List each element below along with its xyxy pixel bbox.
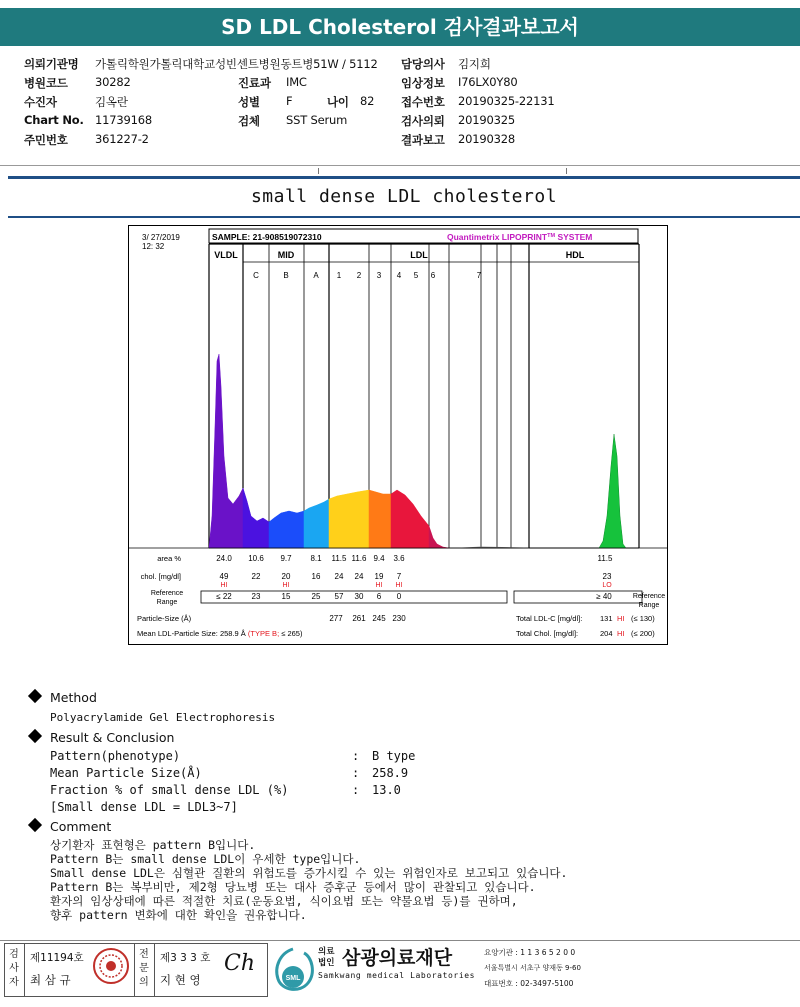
comment-heading: Comment xyxy=(50,819,112,834)
hospital-code: 30282 xyxy=(95,75,131,89)
org-contact: 서울특별시 서초구 양재동 9-60 xyxy=(484,964,581,972)
tester-tag: 검 사 자 xyxy=(9,949,19,988)
band-label: 7 xyxy=(476,271,482,280)
band-label: 2 xyxy=(356,271,362,280)
info-label: 진료과 xyxy=(238,76,271,90)
result-note: [Small dense LDL = LDL3~7] xyxy=(50,800,238,814)
row-label-ref-right: Reference xyxy=(632,593,666,600)
sample-id: SAMPLE: 21-908519072310 xyxy=(212,232,322,242)
lipoprint-chart xyxy=(129,226,667,644)
divider xyxy=(154,943,155,997)
ref-value: 23 xyxy=(251,592,261,601)
total-chol-ref: (≤ 200) xyxy=(631,629,655,638)
org-contact: 대표번호 : 02-3497-5100 xyxy=(484,979,574,988)
fraction-value: 13.0 xyxy=(372,783,401,797)
divider xyxy=(134,943,135,997)
vldl-label: VLDL xyxy=(214,250,238,260)
info-label: 임상정보 xyxy=(401,76,445,90)
chol-value: 24 xyxy=(354,572,364,581)
particle-size-label: Particle-Size (Å) xyxy=(137,614,192,623)
comment-line: Pattern B는 small dense LDL이 우세한 type입니다. xyxy=(50,852,361,866)
info-label: Chart No. xyxy=(24,113,84,127)
chol-value: 22 xyxy=(251,572,261,581)
report-title: SD LDL Cholesterol 검사결과보고서 xyxy=(0,8,800,46)
org-type: 의료 법인 xyxy=(318,947,335,968)
ref-value: 0 xyxy=(396,592,402,601)
result-heading-row xyxy=(28,730,174,745)
ref-value: 57 xyxy=(334,592,344,601)
area-value: 9.7 xyxy=(280,554,292,563)
band-label: 4 xyxy=(396,271,402,280)
total-ldl-value: 131 xyxy=(600,614,613,623)
resident-no: 361227-2 xyxy=(95,132,149,146)
mean-size-value: 258.9 xyxy=(372,766,409,780)
area-hdl: 11.5 xyxy=(597,554,613,563)
chol-value: 24 xyxy=(334,572,344,581)
band-label: C xyxy=(253,271,259,280)
info-label: 결과보고 xyxy=(401,133,445,147)
comment-line: Pattern B는 복부비만, 제2형 당뇨병 또는 대사 증후군 등에서 많이 관찰되고 있습니다. xyxy=(50,880,536,894)
patient-info xyxy=(0,46,800,166)
chol-value: 20 xyxy=(281,572,291,581)
row-label-chol: chol. [mg/dl] xyxy=(140,572,181,581)
brand-tm: TM xyxy=(547,233,556,239)
divider-tick xyxy=(318,168,319,174)
peak-4 xyxy=(391,490,429,548)
mean-size: Mean LDL-Particle Size: 258.9 Å (TYPE B; ≤ 265) xyxy=(137,629,303,638)
result-heading: Result & Conclusion xyxy=(50,730,175,745)
total-chol-value: 204 xyxy=(600,629,613,638)
chart-no: 11739168 xyxy=(95,113,152,127)
band-label: B xyxy=(283,271,289,280)
peak-C xyxy=(209,354,243,548)
total-chol-label: Total Chol. [mg/dl]: xyxy=(516,629,579,638)
comment-line: 향후 pattern 변화에 대한 확인을 권유합니다. xyxy=(50,908,307,922)
ref-value: 25 xyxy=(311,592,321,601)
total-ldl-flag: HI xyxy=(617,614,625,623)
colon: : xyxy=(352,766,360,780)
area-value: 24.0 xyxy=(216,554,232,563)
receipt-no: 20190325-22131 xyxy=(458,94,555,108)
electrophoresis-plot xyxy=(129,244,667,638)
info-label: 담당의사 xyxy=(401,57,445,71)
info-label: 검체 xyxy=(238,114,260,128)
chol-flag: HI xyxy=(220,582,228,589)
report-date: 20190328 xyxy=(458,132,515,146)
ref-value: 6 xyxy=(376,592,382,601)
total-chol-flag: HI xyxy=(617,629,625,638)
divider xyxy=(24,943,25,997)
colon: : xyxy=(352,783,360,797)
particle-size-value: 277 xyxy=(329,614,343,623)
area-value: 11.5 xyxy=(331,554,347,563)
ldl-label: LDL xyxy=(410,250,428,260)
comment-line: 상기환자 표현형은 pattern B입니다. xyxy=(50,838,256,852)
sex: F xyxy=(286,94,293,108)
department: IMC xyxy=(286,75,307,89)
brand xyxy=(447,232,592,242)
info-label: 성별 xyxy=(238,95,260,109)
tester-license: 제11194호 xyxy=(30,952,84,964)
band-label: A xyxy=(313,271,319,280)
info-label: 의뢰기관명 xyxy=(24,57,79,71)
info-row xyxy=(24,113,84,127)
chol-flag: HI xyxy=(375,582,383,589)
divider xyxy=(0,165,800,166)
figure-time: 12: 32 xyxy=(142,242,165,251)
chol-value: 19 xyxy=(374,572,384,581)
particle-size-value: 245 xyxy=(372,614,386,623)
total-ldl-ref: (≤ 130) xyxy=(631,614,655,623)
request-date: 20190325 xyxy=(458,113,515,127)
band-label: 1 xyxy=(336,271,342,280)
doctor: 김지희 xyxy=(458,57,491,71)
bullet-icon xyxy=(28,689,42,703)
specimen: SST Serum xyxy=(286,113,348,127)
result-key: Pattern(phenotype) xyxy=(50,749,181,763)
peak-hdl xyxy=(599,434,626,548)
ref-hdl: ≥ 40 xyxy=(596,592,612,601)
row-label-ref-right: Range xyxy=(638,602,660,609)
method-heading: Method xyxy=(50,690,97,705)
row-label-area: area % xyxy=(157,554,181,563)
peak-A xyxy=(269,511,304,548)
info-label: 나이 xyxy=(327,95,349,109)
comment-heading-row xyxy=(28,819,111,834)
org-contact: 요양기관 : 1 1 3 6 5 2 0 0 xyxy=(484,948,576,957)
clinical-info: I76LX0Y80 xyxy=(458,75,518,89)
tester-name: 최 삼 규 xyxy=(30,973,71,987)
chol-flag: HI xyxy=(282,582,290,589)
row-label-ref: Reference xyxy=(150,590,184,597)
peak-2 xyxy=(329,490,369,548)
row-label-ref: Range xyxy=(156,599,178,606)
band-label: 5 xyxy=(413,271,419,280)
sml-logo-icon xyxy=(270,947,316,993)
info-row xyxy=(24,132,68,148)
pattern-value: B type xyxy=(372,749,416,763)
footer xyxy=(0,940,800,1000)
colon: : xyxy=(352,749,360,763)
seal-icon xyxy=(92,947,130,985)
specialist-license: 제3 3 3 호 xyxy=(160,952,211,964)
bullet-icon xyxy=(28,818,42,832)
ref-value: 15 xyxy=(281,592,291,601)
hospital-name: 가톨릭학원가톨릭대학교성빈센트병원 xyxy=(95,57,281,71)
info-row xyxy=(24,75,68,91)
ref-value: ≤ 22 xyxy=(216,592,232,601)
chol-hdl-flag: LO xyxy=(602,582,612,589)
section-title: small dense LDL cholesterol xyxy=(8,176,800,218)
brand-name: Quantimetrix LIPOPRINT xyxy=(447,232,548,242)
band-label: 3 xyxy=(376,271,382,280)
peak-3 xyxy=(369,490,391,548)
brand-system: SYSTEM xyxy=(555,232,593,242)
area-value: 3.6 xyxy=(393,554,405,563)
info-label: 검사의뢰 xyxy=(401,114,445,128)
info-label: 병원코드 xyxy=(24,76,68,90)
ref-box-hdl xyxy=(514,591,642,603)
chol-hdl: 23 xyxy=(602,572,612,581)
logo-text: SML xyxy=(285,975,301,982)
chol-value: 7 xyxy=(396,572,402,581)
result-key: Mean Particle Size(Å) xyxy=(50,766,202,780)
comment-line: Small dense LDL은 심혈관 질환의 위험도를 증가시킬 수 있는 위험인자로 보고되고 있습니다. xyxy=(50,866,568,880)
peak-1 xyxy=(304,499,329,548)
divider-tick xyxy=(566,168,567,174)
area-value: 11.6 xyxy=(351,554,367,563)
chol-value: 49 xyxy=(219,572,229,581)
lipoprint-figure xyxy=(128,225,668,645)
age: 82 xyxy=(360,94,375,108)
particle-size-value: 261 xyxy=(352,614,366,623)
total-ldl-label: Total LDL-C [mg/dl]: xyxy=(516,614,583,623)
info-label: 접수번호 xyxy=(401,95,445,109)
comment-line: 환자의 임상상태에 따른 적절한 치료(운동요법, 식이요법 또는 약물요법 등)를 권하며, xyxy=(50,894,518,908)
ref-value: 30 xyxy=(354,592,364,601)
peak-B xyxy=(243,488,269,548)
info-row xyxy=(24,56,79,72)
signature: Ch xyxy=(224,951,256,976)
figure-date: 3/ 27/2019 xyxy=(142,233,180,242)
chol-value: 16 xyxy=(311,572,321,581)
ward: 동트병51W / 5112 xyxy=(280,57,378,71)
hdl-label: HDL xyxy=(565,250,585,260)
bullet-icon xyxy=(28,729,42,743)
mid-label: MID xyxy=(277,250,295,260)
result-key: Fraction % of small dense LDL (%) xyxy=(50,783,289,797)
org-english: Samkwang medical Laboratories xyxy=(318,971,476,980)
specialist-tag: 전 문 의 xyxy=(139,949,149,988)
chol-flag: HI xyxy=(395,582,403,589)
info-label: 주민번호 xyxy=(24,133,68,147)
org-name: 삼광의료재단 xyxy=(342,947,453,969)
method-text: Polyacrylamide Gel Electrophoresis xyxy=(50,711,276,724)
info-label: 수진자 xyxy=(24,95,57,109)
band-label: 6 xyxy=(430,271,436,280)
info-row xyxy=(24,94,57,110)
specialist-name: 지 현 영 xyxy=(160,973,201,987)
area-value: 9.4 xyxy=(373,554,385,563)
peak-5 xyxy=(429,526,449,548)
particle-size-value: 230 xyxy=(392,614,406,623)
patient-name: 김옥란 xyxy=(95,95,128,109)
area-value: 10.6 xyxy=(248,554,264,563)
area-value: 8.1 xyxy=(310,554,322,563)
method-heading-row xyxy=(28,690,97,705)
